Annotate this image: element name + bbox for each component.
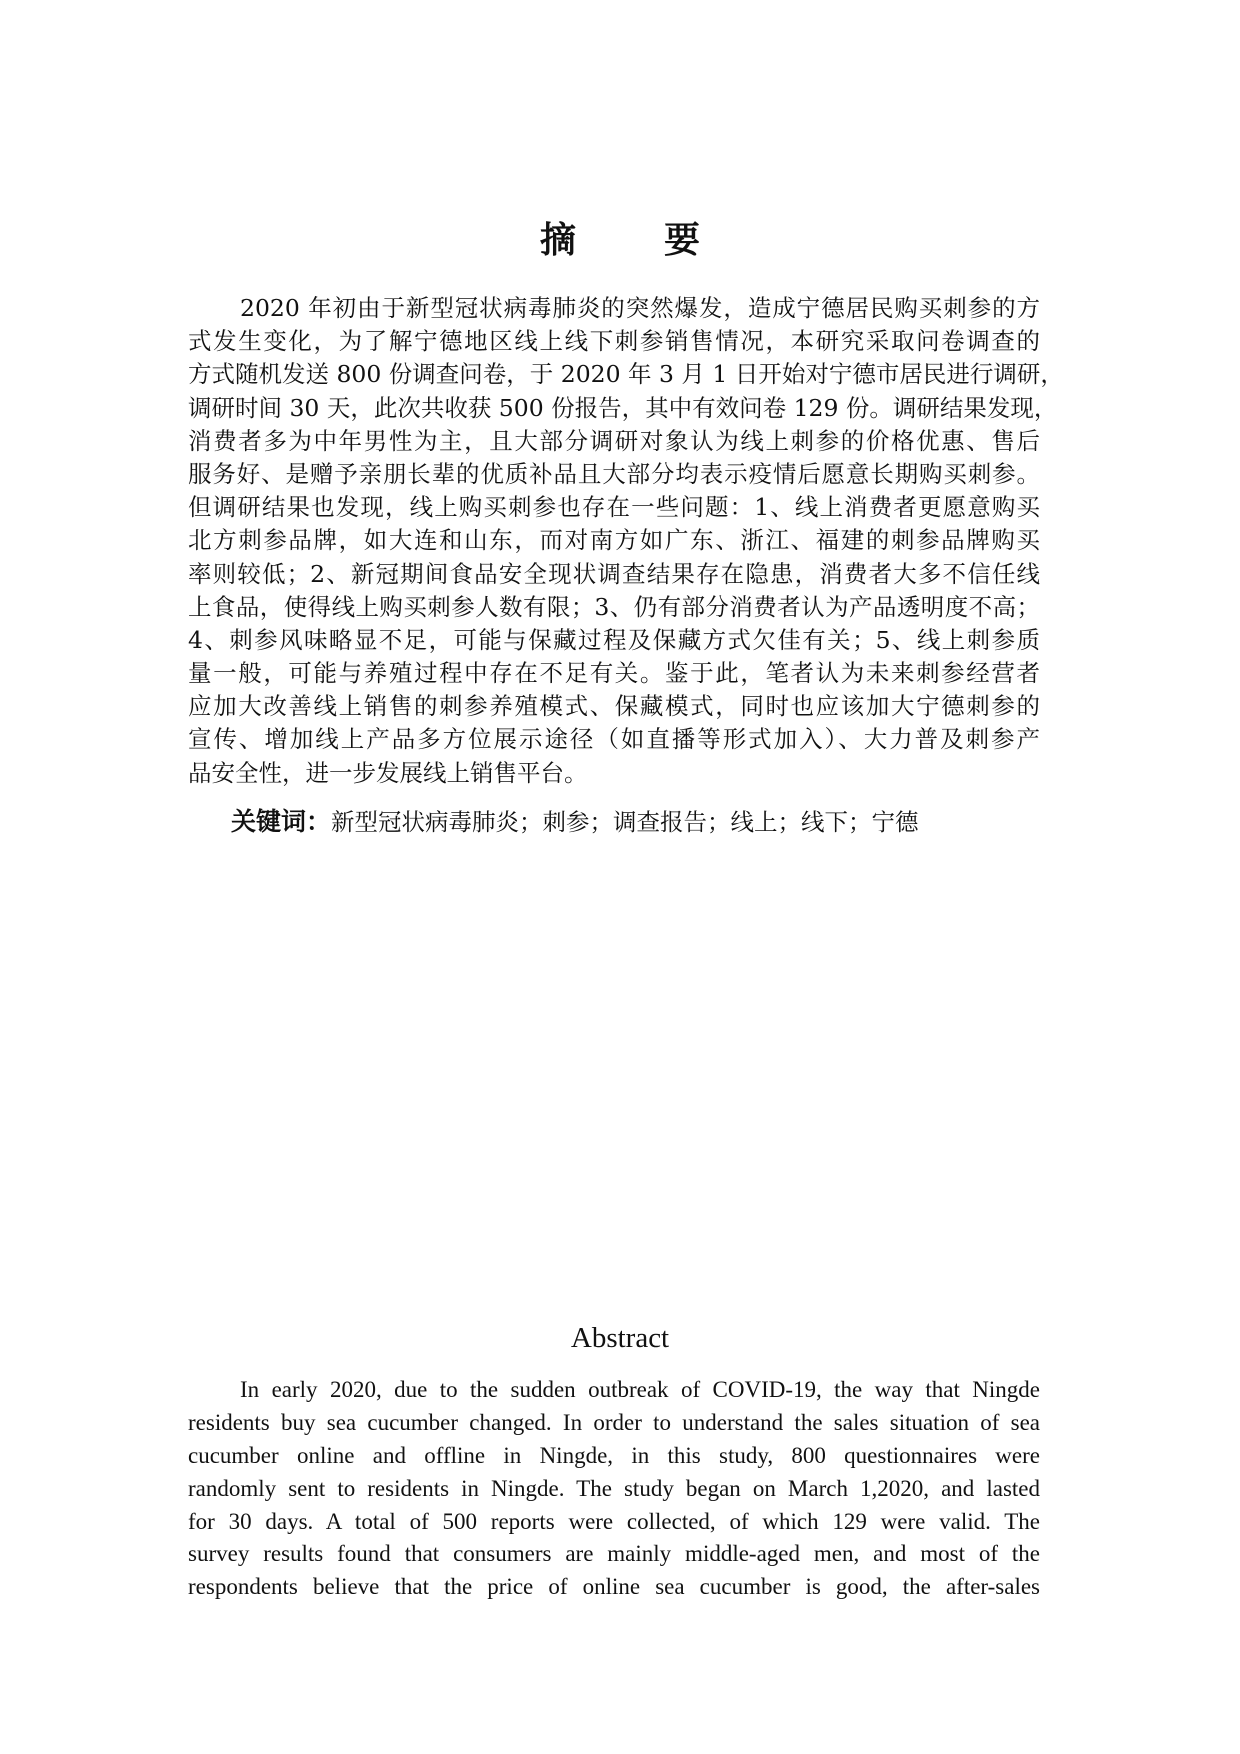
paragraph-line: 品安全性，进一步发展线上销售平台。 xyxy=(188,758,588,787)
english-abstract-body xyxy=(188,1374,1040,1604)
paragraph-line: 但调研结果也发现，线上购买刺参也存在一些问题：1、线上消费者更愿意购买 xyxy=(188,493,1040,522)
paragraph-line: respondents believe that the price of online sea cucumber is good, the after-sales xyxy=(188,1574,1040,1600)
paragraph-line: survey results found that consumers are mainly middle-aged men, and most of the xyxy=(188,1541,1040,1567)
paragraph-line: 方式随机发送 800 份调查问卷，于 2020 年 3 月 1 日开始对宁德市居民进行调研， xyxy=(188,360,1064,389)
paragraph-line: 北方刺参品牌，如大连和山东，而对南方如广东、浙江、福建的刺参品牌购买 xyxy=(188,526,1040,555)
paragraph-line: randomly sent to residents in Ningde. The study began on March 1,2020, and lasted xyxy=(188,1475,1040,1501)
keywords-label: 关键词： xyxy=(231,807,332,836)
paragraph-line: residents buy sea cucumber changed. In order to understand the sales situation of sea xyxy=(188,1409,1040,1435)
keywords-list: 新型冠状病毒肺炎；刺参；调查报告；线上；线下；宁德 xyxy=(331,808,919,836)
paragraph-line: 应加大改善线上销售的刺参养殖模式、保藏模式，同时也应该加大宁德刺参的 xyxy=(188,692,1040,721)
paragraph-line: 率则较低；2、新冠期间食品安全现状调查结果存在隐患，消费者大多不信任线 xyxy=(188,559,1040,588)
title-char: 要 xyxy=(664,220,701,261)
paragraph-line: 消费者多为中年男性为主，且大部分调研对象认为线上刺参的价格优惠、售后 xyxy=(188,426,1040,455)
paragraph-line: 量一般，可能与养殖过程中存在不足有关。鉴于此，笔者认为未来刺参经营者 xyxy=(188,659,1040,688)
paragraph-line: In early 2020, due to the sudden outbreak of COVID-19, the way that Ningde xyxy=(240,1377,1040,1402)
paragraph-line: cucumber online and offline in Ningde, in this study, 800 questionnaires were xyxy=(188,1442,1040,1468)
paragraph-line: 式发生变化，为了解宁德地区线上线下刺参销售情况，本研究采取问卷调查的 xyxy=(188,327,1040,356)
title-char: 摘 xyxy=(539,220,576,261)
chinese-keywords xyxy=(231,805,919,839)
paragraph-line: 上食品，使得线上购买刺参人数有限；3、仍有部分消费者认为产品透明度不高； xyxy=(188,592,1040,621)
paragraph-line: 4、刺参风味略显不足，可能与保藏过程及保藏方式欠佳有关；5、线上刺参质 xyxy=(188,625,1040,654)
chinese-abstract-body xyxy=(188,292,1064,790)
paragraph-line: 宣传、增加线上产品多方位展示途径（如直播等形式加入）、大力普及刺参产 xyxy=(188,725,1040,754)
paragraph-line: 2020 年初由于新型冠状病毒肺炎的突然爆发，造成宁德居民购买刺参的方 xyxy=(240,294,1040,322)
paragraph-line: for 30 days. A total of 500 reports were collected, of which 129 were valid. The xyxy=(188,1508,1040,1534)
paragraph-line: 调研时间 30 天，此次共收获 500 份报告，其中有效问卷 129 份。调研结果发现， xyxy=(188,393,1058,422)
english-abstract-title: Abstract xyxy=(570,1322,670,1354)
paragraph-line: 服务好、是赠予亲朋长辈的优质补品且大部分均表示疫情后愿意长期购买刺参。 xyxy=(188,459,1040,488)
chinese-abstract-title xyxy=(0,212,1240,263)
